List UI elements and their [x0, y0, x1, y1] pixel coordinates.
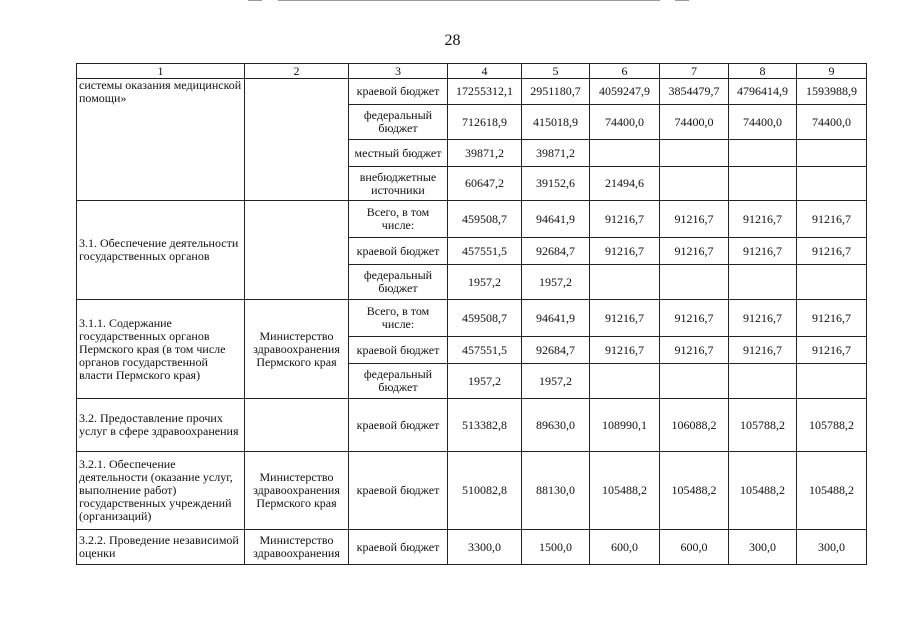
amount-cell-col-5: 89630,0: [522, 399, 590, 452]
funding-source-cell: федеральный бюджет: [349, 265, 448, 300]
top-rule-main: [278, 0, 660, 1]
amount-cell-col-8: 74400,0: [729, 105, 797, 140]
amount-cell-col-4: 39871,2: [448, 140, 522, 167]
funding-source-cell: федеральный бюджет: [349, 364, 448, 399]
column-header-7: 7: [660, 64, 729, 79]
row-name-cell: 3.2. Предоставление прочих услуг в сфере здравоохранения: [77, 399, 245, 452]
amount-cell-col-9: [797, 140, 867, 167]
amount-cell-col-9: 300,0: [797, 530, 867, 565]
page-number: 28: [444, 32, 461, 49]
table-body: [77, 64, 867, 565]
row-name-cell: системы оказания медицинской помощи»: [77, 79, 245, 201]
amount-cell-col-9: 1593988,9: [797, 79, 867, 105]
row-organization-cell: Министерство здравоохранения Пермского края: [245, 452, 349, 530]
table-row: [77, 79, 867, 105]
row-organization-cell: Министерство здравоохранения Пермского края: [245, 300, 349, 399]
amount-cell-col-6: 108990,1: [590, 399, 660, 452]
amount-cell-col-6: 74400,0: [590, 105, 660, 140]
amount-cell-col-8: 91216,7: [729, 238, 797, 265]
funding-source-cell: местный бюджет: [349, 140, 448, 167]
amount-cell-col-8: 91216,7: [729, 201, 797, 238]
amount-cell-col-9: 91216,7: [797, 337, 867, 364]
amount-cell-col-5: 88130,0: [522, 452, 590, 530]
amount-cell-col-6: 91216,7: [590, 337, 660, 364]
amount-cell-col-7: [660, 265, 729, 300]
amount-cell-col-4: 457551,5: [448, 238, 522, 265]
funding-source-cell: краевой бюджет: [349, 530, 448, 565]
amount-cell-col-7: 91216,7: [660, 238, 729, 265]
amount-cell-col-5: 2951180,7: [522, 79, 590, 105]
amount-cell-col-5: 94641,9: [522, 300, 590, 337]
amount-cell-col-6: 91216,7: [590, 300, 660, 337]
amount-cell-col-6: 105488,2: [590, 452, 660, 530]
amount-cell-col-8: 105788,2: [729, 399, 797, 452]
amount-cell-col-4: 1957,2: [448, 265, 522, 300]
column-header-8: 8: [729, 64, 797, 79]
amount-cell-col-9: [797, 265, 867, 300]
funding-source-cell: Всего, в том числе:: [349, 201, 448, 238]
row-organization-cell: [245, 399, 349, 452]
amount-cell-col-4: 1957,2: [448, 364, 522, 399]
amount-cell-col-8: 4796414,9: [729, 79, 797, 105]
amount-cell-col-6: [590, 364, 660, 399]
amount-cell-col-4: 457551,5: [448, 337, 522, 364]
funding-source-cell: внебюджетные источники: [349, 167, 448, 201]
column-header-4: 4: [448, 64, 522, 79]
amount-cell-col-5: 39152,6: [522, 167, 590, 201]
amount-cell-col-9: [797, 364, 867, 399]
row-name-cell: 3.1. Обеспечение деятельности государственных органов: [77, 201, 245, 300]
amount-cell-col-5: 415018,9: [522, 105, 590, 140]
amount-cell-col-5: 1500,0: [522, 530, 590, 565]
amount-cell-col-6: [590, 140, 660, 167]
amount-cell-col-9: 91216,7: [797, 201, 867, 238]
funding-source-cell: краевой бюджет: [349, 337, 448, 364]
amount-cell-col-7: 106088,2: [660, 399, 729, 452]
amount-cell-col-8: [729, 364, 797, 399]
funding-source-cell: краевой бюджет: [349, 238, 448, 265]
amount-cell-col-7: [660, 364, 729, 399]
column-header-1: 1: [77, 64, 245, 79]
amount-cell-col-5: 1957,2: [522, 364, 590, 399]
amount-cell-col-5: 39871,2: [522, 140, 590, 167]
amount-cell-col-9: 74400,0: [797, 105, 867, 140]
amount-cell-col-4: 712618,9: [448, 105, 522, 140]
amount-cell-col-6: [590, 265, 660, 300]
row-organization-cell: Министерство здравоохранения: [245, 530, 349, 565]
amount-cell-col-9: 105788,2: [797, 399, 867, 452]
amount-cell-col-7: [660, 167, 729, 201]
amount-cell-col-4: 3300,0: [448, 530, 522, 565]
amount-cell-col-7: 105488,2: [660, 452, 729, 530]
budget-table: [76, 63, 867, 565]
amount-cell-col-6: 4059247,9: [590, 79, 660, 105]
amount-cell-col-6: 21494,6: [590, 167, 660, 201]
amount-cell-col-9: [797, 167, 867, 201]
amount-cell-col-9: 105488,2: [797, 452, 867, 530]
amount-cell-col-4: 510082,8: [448, 452, 522, 530]
row-name-cell: 3.2.2. Проведение независимой оценки: [77, 530, 245, 565]
amount-cell-col-5: 92684,7: [522, 337, 590, 364]
amount-cell-col-9: 91216,7: [797, 238, 867, 265]
amount-cell-col-4: 60647,2: [448, 167, 522, 201]
amount-cell-col-6: 91216,7: [590, 201, 660, 238]
row-name-cell: 3.2.1. Обеспечение деятельности (оказание услуг, выполнение работ) государственных учреждений (организаций): [77, 452, 245, 530]
amount-cell-col-4: 459508,7: [448, 201, 522, 238]
table-row: [77, 399, 867, 452]
amount-cell-col-8: [729, 265, 797, 300]
funding-source-cell: Всего, в том числе:: [349, 300, 448, 337]
amount-cell-col-5: 94641,9: [522, 201, 590, 238]
amount-cell-col-7: 600,0: [660, 530, 729, 565]
amount-cell-col-4: 513382,8: [448, 399, 522, 452]
amount-cell-col-7: 91216,7: [660, 337, 729, 364]
header-row: [77, 64, 867, 79]
column-header-9: 9: [797, 64, 867, 79]
amount-cell-col-8: 300,0: [729, 530, 797, 565]
amount-cell-col-7: 91216,7: [660, 201, 729, 238]
table-row: [77, 201, 867, 238]
top-rule-left: [248, 0, 262, 1]
top-rule-right: [675, 0, 689, 1]
amount-cell-col-7: [660, 140, 729, 167]
amount-cell-col-7: 91216,7: [660, 300, 729, 337]
amount-cell-col-8: 91216,7: [729, 337, 797, 364]
amount-cell-col-5: 92684,7: [522, 238, 590, 265]
amount-cell-col-6: 91216,7: [590, 238, 660, 265]
column-header-3: 3: [349, 64, 448, 79]
amount-cell-col-7: 74400,0: [660, 105, 729, 140]
amount-cell-col-5: 1957,2: [522, 265, 590, 300]
row-organization-cell: [245, 201, 349, 300]
table-row: [77, 530, 867, 565]
column-header-5: 5: [522, 64, 590, 79]
table-row: [77, 452, 867, 530]
amount-cell-col-8: [729, 167, 797, 201]
amount-cell-col-8: [729, 140, 797, 167]
amount-cell-col-7: 3854479,7: [660, 79, 729, 105]
row-organization-cell: [245, 79, 349, 201]
column-header-2: 2: [245, 64, 349, 79]
funding-source-cell: краевой бюджет: [349, 399, 448, 452]
funding-source-cell: краевой бюджет: [349, 452, 448, 530]
column-header-6: 6: [590, 64, 660, 79]
amount-cell-col-9: 91216,7: [797, 300, 867, 337]
amount-cell-col-4: 459508,7: [448, 300, 522, 337]
funding-source-cell: федеральный бюджет: [349, 105, 448, 140]
amount-cell-col-8: 105488,2: [729, 452, 797, 530]
table-row: [77, 300, 867, 337]
amount-cell-col-6: 600,0: [590, 530, 660, 565]
row-name-cell: 3.1.1. Содержание государственных органов Пермского края (в том числе органов государственной власти Пермского края): [77, 300, 245, 399]
amount-cell-col-8: 91216,7: [729, 300, 797, 337]
funding-source-cell: краевой бюджет: [349, 79, 448, 105]
amount-cell-col-4: 17255312,1: [448, 79, 522, 105]
